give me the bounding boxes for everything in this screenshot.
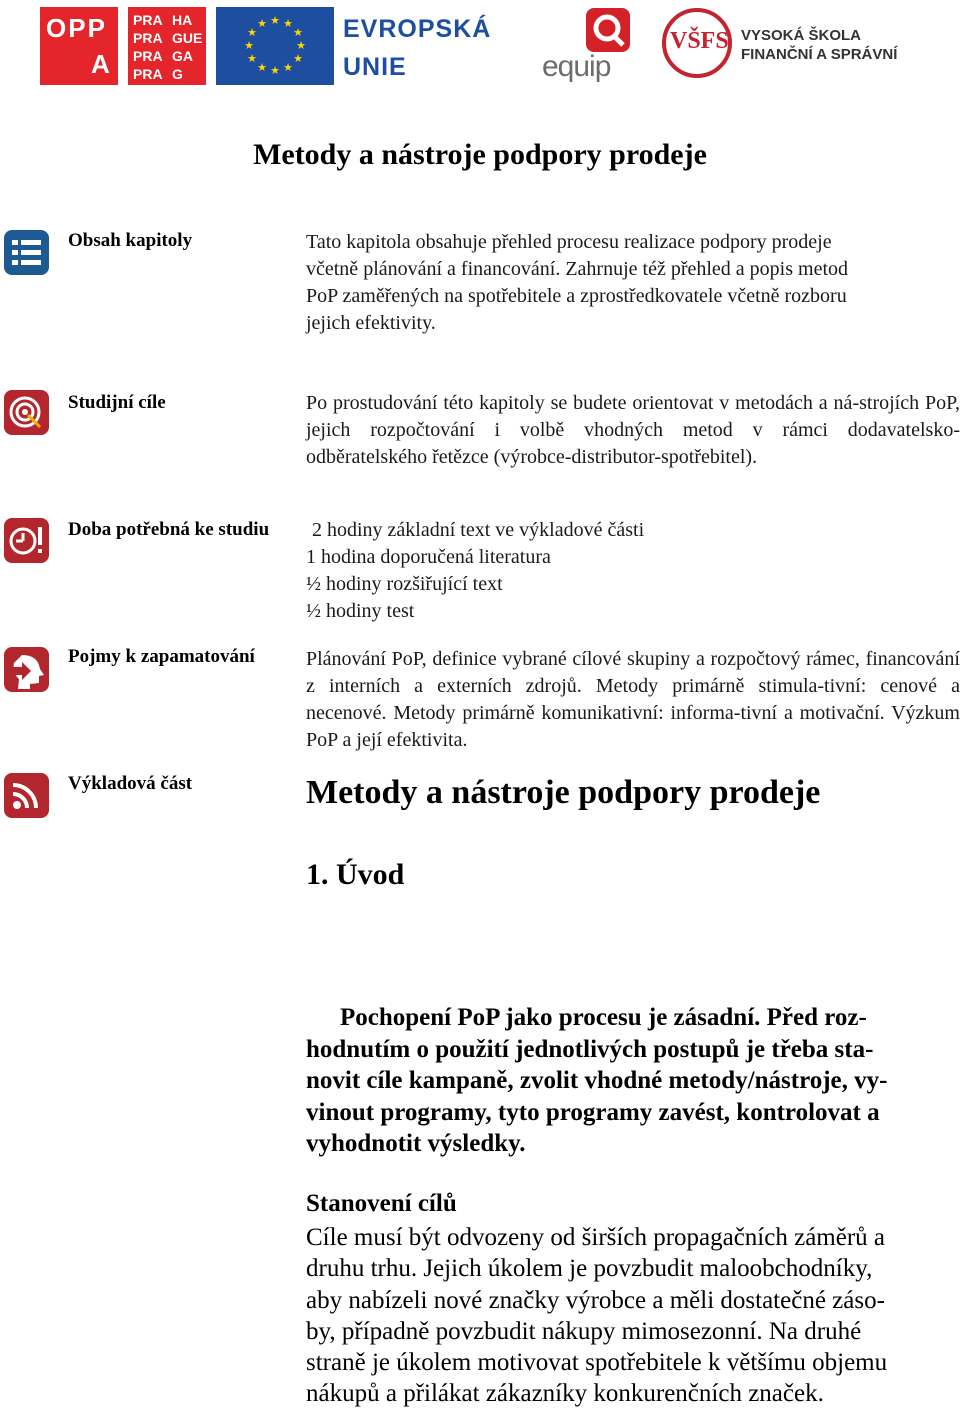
svg-text:★: ★ [270, 14, 280, 27]
svg-text:★: ★ [247, 52, 257, 65]
svg-text:★: ★ [257, 61, 267, 74]
equip-logo-icon [586, 8, 630, 52]
intro-heading: 1. Úvod [306, 858, 405, 891]
doba-label: Doba potřebná ke studiu [68, 519, 270, 540]
obsah-line: včetně plánování a financování. Zahrnuje též přehled a popis metod [306, 258, 849, 280]
equip-logo-text: equip [542, 50, 611, 83]
bold-line: hodnutím o použití jednotlivých postupů je třeba sta- [306, 1035, 874, 1063]
page-title: Metody a nástroje podpory prodeje [253, 138, 707, 171]
pojmy-text: Plánování PoP, definice vybrané cílové skupiny a rozpočtový rámec, financování z interních a externích zdrojů. Metody primárně stimula-tivní: cenové a necenové. Metody primárně komunikativní: informa-tivní a motivační. Výzkum PoP a její efektivita. [306, 648, 960, 751]
vsfs-text-line-2: FINANČNÍ A SPRÁVNÍ [741, 46, 898, 63]
bold-line: Pochopení PoP jako procesu je zásadní. Před roz- [340, 1004, 867, 1031]
praha-logo-cell: GA [172, 48, 193, 64]
vsfs-text-line-1: VYSOKÁ ŠKOLA [741, 27, 862, 44]
doba-text [306, 517, 960, 625]
eu-text-line-2: UNIE [343, 53, 407, 81]
svg-text:★: ★ [283, 17, 293, 30]
praha-logo-cell: PRA [133, 48, 163, 64]
rss-icon [4, 773, 49, 818]
section-line: straně je úkolem motivovat spotřebitele k většímu objemu [306, 1349, 888, 1377]
praha-logo-cell: PRA [133, 12, 163, 28]
svg-text:★: ★ [293, 52, 303, 65]
bold-line: novit cíle kampaně, zvolit vhodné metody/nástroje, vy- [306, 1067, 888, 1094]
svg-text:★: ★ [247, 26, 257, 39]
target-icon [4, 390, 49, 435]
svg-text:★: ★ [244, 39, 254, 52]
clock-alert-icon [4, 518, 49, 563]
praha-logo-cell: HA [172, 12, 193, 28]
head-arrow-icon [4, 647, 49, 692]
section-line: druhu trhu. Jejich úkolem je povzbudit maloobchodníky, [306, 1255, 873, 1283]
intro-bold-paragraph [306, 1002, 936, 1160]
praha-logo-cell: GUE [172, 30, 203, 46]
svg-text:★: ★ [293, 26, 303, 39]
eu-text-line-1: EVROPSKÁ [343, 15, 492, 43]
praha-logo [128, 7, 206, 85]
doba-line: ½ hodiny rozšiřující text [306, 573, 503, 595]
section-heading: Stanovení cílů [306, 1190, 457, 1217]
vsfs-logo-letters: VŠFS [670, 28, 729, 54]
vsfs-logo-icon [662, 8, 732, 78]
vsfs-logo-text [741, 26, 897, 64]
pojmy-label: Pojmy k zapamatování [68, 646, 255, 667]
svg-text:★: ★ [283, 61, 293, 74]
main-heading: Metody a nástroje podpory prodeje [306, 774, 821, 811]
oppa-logo [40, 7, 118, 85]
cile-text: Po prostudování této kapitoly se budete orientovat v metodách a ná-strojích PoP, jejich rozpočtování i volbě vhodných metod v rámci dodavatelsko-odběratelského řetězce (výrobce-distributor-spotřebitel). [306, 392, 960, 468]
svg-text:★: ★ [270, 64, 280, 77]
obsah-text [306, 229, 960, 337]
obsah-line: jejich efektivity. [306, 312, 436, 334]
obsah-label: Obsah kapitoly [68, 230, 193, 251]
section-line: by, případně povzbudit nákupy mimosezonní. Na druhé [306, 1317, 862, 1345]
section-paragraph [306, 1222, 946, 1410]
praha-logo-cell: PRA [133, 30, 163, 46]
vyklad-label: Výkladová část [68, 773, 193, 794]
doba-line: ½ hodiny test [306, 600, 415, 622]
doba-line: 2 hodiny základní text ve výkladové části [312, 519, 645, 541]
doba-line: 1 hodina doporučená literatura [306, 546, 551, 568]
svg-text:★: ★ [296, 39, 306, 52]
obsah-line: Tato kapitola obsahuje přehled procesu realizace podpory prodeje [306, 231, 832, 253]
cile-label: Studijní cíle [68, 392, 166, 413]
bold-line: vyhodnotit výsledky. [306, 1130, 526, 1157]
eu-logo-text [343, 10, 491, 86]
section-line: aby nabízeli nové značky výrobce a měli dostatečné záso- [306, 1286, 885, 1314]
section-line: nákupů a přilákat zákazníky konkurenčních značek. [306, 1380, 824, 1408]
section-line: Cíle musí být odvozeny od širších propagačních záměrů a [306, 1224, 886, 1251]
obsah-line: PoP zaměřených na spotřebitele a zprostředkovatele včetně rozboru [306, 285, 847, 307]
praha-logo-cell: G [172, 66, 183, 82]
oppa-logo-text-top: OPP [46, 13, 107, 43]
bold-line: vinout programy, tyto programy zavést, kontrolovat a [306, 1098, 880, 1126]
list-icon [4, 230, 49, 275]
svg-text:★: ★ [257, 17, 267, 30]
eu-flag-icon [216, 7, 334, 85]
praha-logo-cell: PRA [133, 66, 163, 82]
oppa-logo-text-bottom: A [91, 49, 112, 79]
